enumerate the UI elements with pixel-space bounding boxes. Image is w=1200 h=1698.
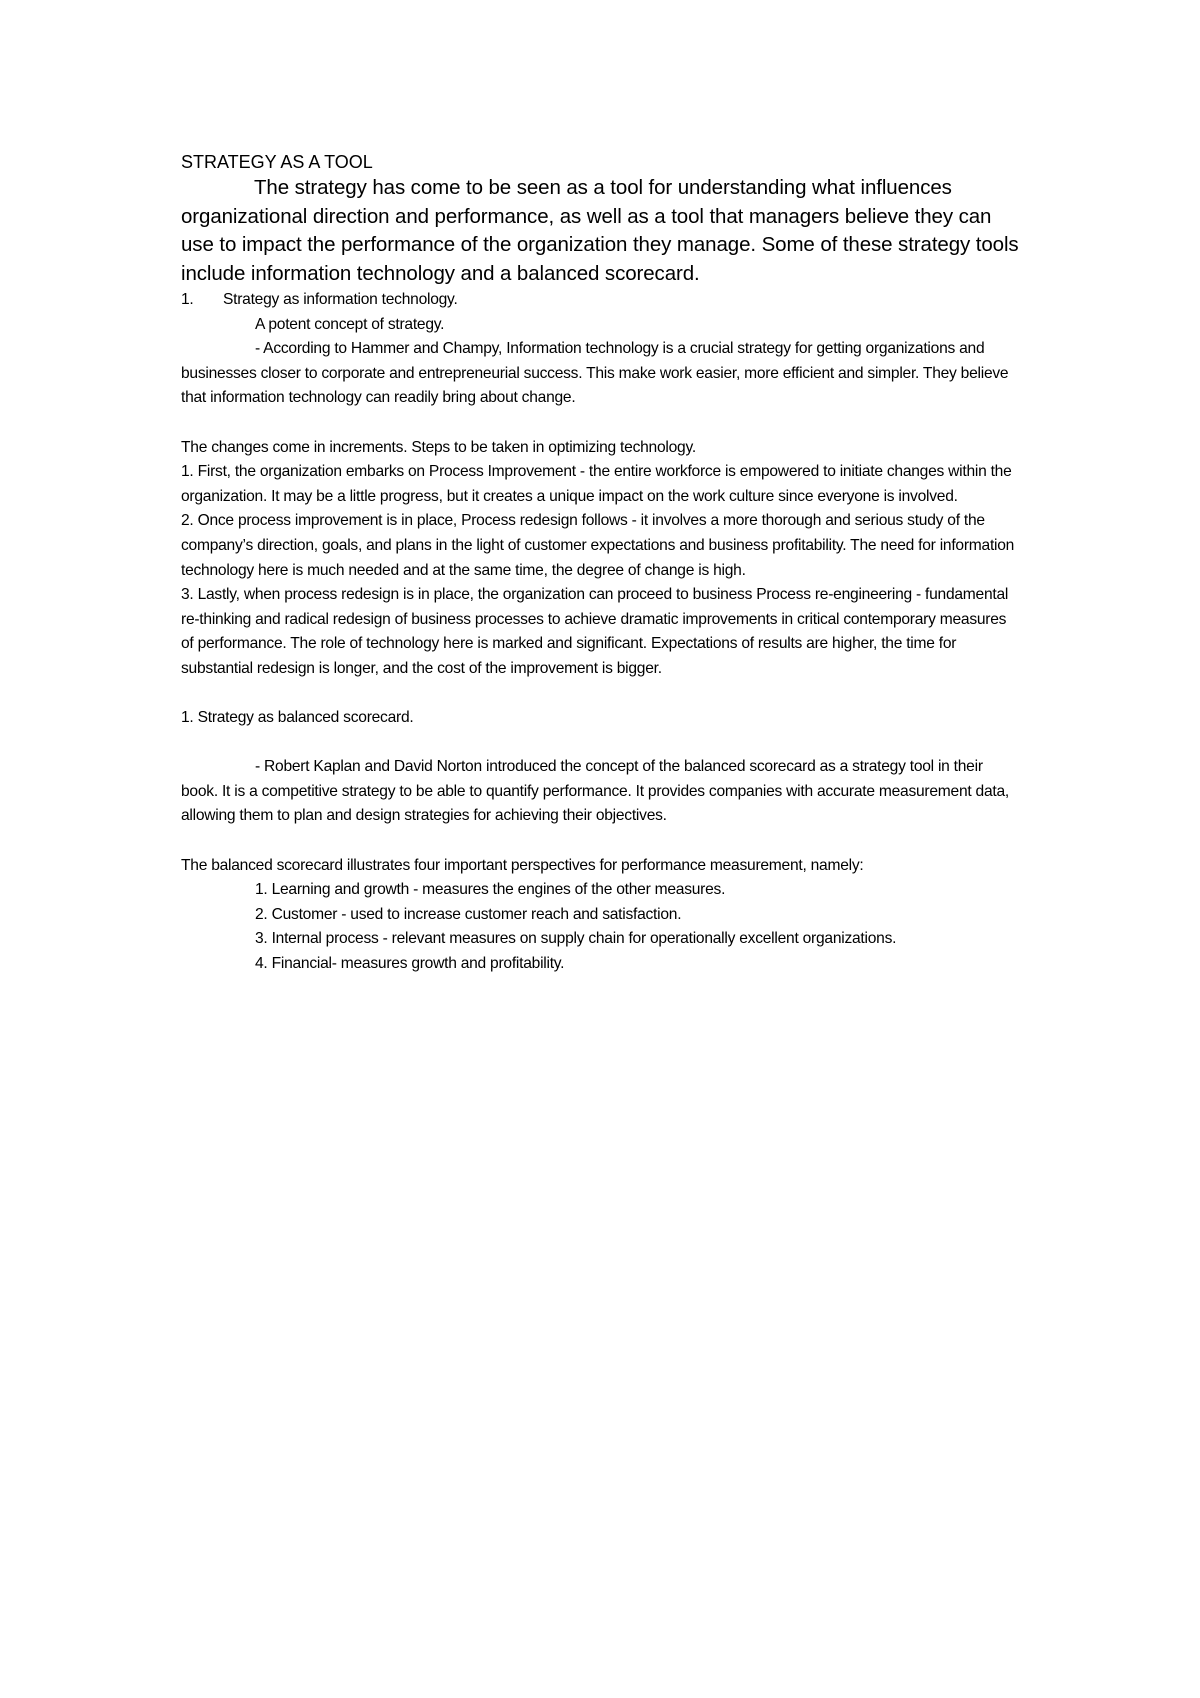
document-body [181, 150, 1021, 977]
section-bsc-paragraph: - Robert Kaplan and David Norton introduced the concept of the balanced scorecard as a strategy tool in their book. It is a competitive strategy to be able to quantify performance. It provides companies with accurate measurement data, allowing them to plan and design strategies for achieving their objectives. [181, 758, 1009, 825]
list-item: 3. Internal process - relevant measures on supply chain for operationally excellent organizations. [255, 930, 897, 948]
scorecard-intro: The balanced scorecard illustrates four important perspectives for performance measurement, namely: [181, 856, 864, 874]
spacer [181, 411, 1021, 436]
changes-step: 1. First, the organization embarks on Process Improvement - the entire workforce is empowered to initiate changes within the organization. It may be a little progress, but it creates a unique impact on the work culture since everyone is involved. [181, 463, 1012, 505]
intro-paragraph: The strategy has come to be seen as a tool for understanding what influences organizational direction and performance, as well as a tool that managers believe they can use to impact the performance of the organization they manage. Some of these strategy tools include information technology and a balanced scorecard. [181, 176, 1019, 285]
changes-step: 2. Once process improvement is in place, Process redesign follows - it involves a more thorough and serious study of the company’s direction, goals, and plans in the light of customer expectations and business profitability. The need for information technology here is much needed and at the same time, the degree of change is high. [181, 512, 1015, 579]
list-item: 2. Customer - used to increase customer reach and satisfaction. [255, 905, 682, 923]
changes-intro: The changes come in increments. Steps to be taken in optimizing technology. [181, 438, 696, 456]
list-item: 4. Financial- measures growth and profitability. [255, 955, 565, 973]
spacer [181, 682, 1021, 707]
section-it-heading [181, 288, 1021, 313]
changes-step: 3. Lastly, when process redesign is in place, the organization can proceed to business Process re-engineering - fundamental re-thinking and radical redesign of business processes to achieve dramatic improvements in critical contemporary measures of performance. The role of technology here is marked and significant. Expectations of results are higher, the time for substantial redesign is longer, and the cost of the improvement is bigger. [181, 586, 1009, 677]
perspective-list [181, 878, 1021, 976]
spacer [181, 731, 1021, 756]
section-it-subheading: A potent concept of strategy. [255, 315, 445, 333]
list-item: 1. Learning and growth - measures the engines of the other measures. [255, 881, 726, 899]
section-it-number: 1. [181, 291, 194, 308]
section-it-title: Strategy as information technology. [223, 291, 458, 308]
section-bsc-heading: 1. Strategy as balanced scorecard. [181, 709, 414, 727]
section-it-paragraph: - According to Hammer and Champy, Information technology is a crucial strategy for getting organizations and businesses closer to corporate and entrepreneurial success. This make work easier, more efficient and simpler. They believe that information technology can readily bring about change. [181, 340, 1009, 407]
document-title: STRATEGY AS A TOOL [181, 152, 373, 172]
spacer [181, 829, 1021, 854]
